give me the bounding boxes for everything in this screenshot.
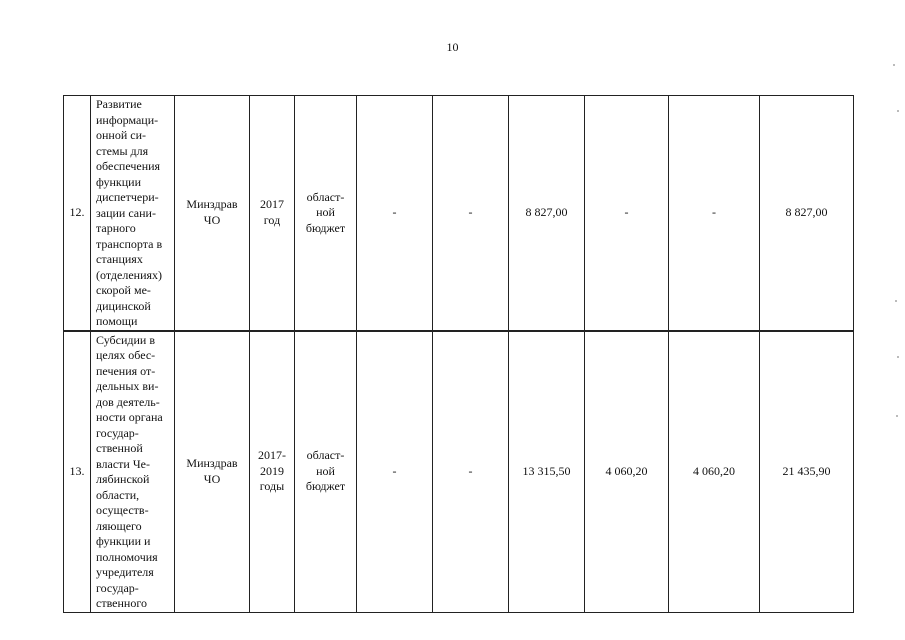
funding-source-cell: област- ной бюджет: [295, 331, 357, 613]
value-cell: 4 060,20: [585, 331, 669, 613]
value-cell: -: [357, 331, 433, 613]
agency-cell: Минздрав ЧО: [175, 331, 250, 613]
table-row: [64, 331, 854, 613]
value-cell: -: [433, 331, 509, 613]
scan-speck: [897, 110, 899, 112]
value-cell: -: [585, 96, 669, 331]
row-index-cell: 13.: [64, 331, 91, 613]
description-cell: Развитие информаци- онной си- стемы для обеспечения функции диспетчери- зации сани- тарного транспорта в станциях (отделениях) скорой ме- дицинской помощи: [91, 96, 175, 331]
value-cell: 13 315,50: [509, 331, 585, 613]
scan-speck: [897, 356, 899, 358]
funding-source-cell: област- ной бюджет: [295, 96, 357, 331]
value-cell: -: [669, 96, 760, 331]
value-cell: -: [357, 96, 433, 331]
scan-speck: [895, 300, 897, 302]
value-cell: 8 827,00: [509, 96, 585, 331]
value-cell: -: [433, 96, 509, 331]
page-number: 10: [446, 40, 459, 54]
budget-table: [63, 95, 854, 613]
years-cell: 2017 год: [250, 96, 295, 331]
scan-speck: [896, 415, 898, 417]
value-cell: 4 060,20: [669, 331, 760, 613]
years-cell: 2017- 2019 годы: [250, 331, 295, 613]
total-cell: 21 435,90: [760, 331, 854, 613]
row-index-cell: 12.: [64, 96, 91, 331]
scan-speck: [893, 64, 895, 66]
description-cell: Субсидии в целях обес- печения от- дельных ви- дов деятель- ности органа государ- ственной власти Че- лябинской области, осуществ- ляющего функции и полномочия учредителя государ- ственного: [91, 331, 175, 613]
total-cell: 8 827,00: [760, 96, 854, 331]
table-row: [64, 96, 854, 331]
agency-cell: Минздрав ЧО: [175, 96, 250, 331]
